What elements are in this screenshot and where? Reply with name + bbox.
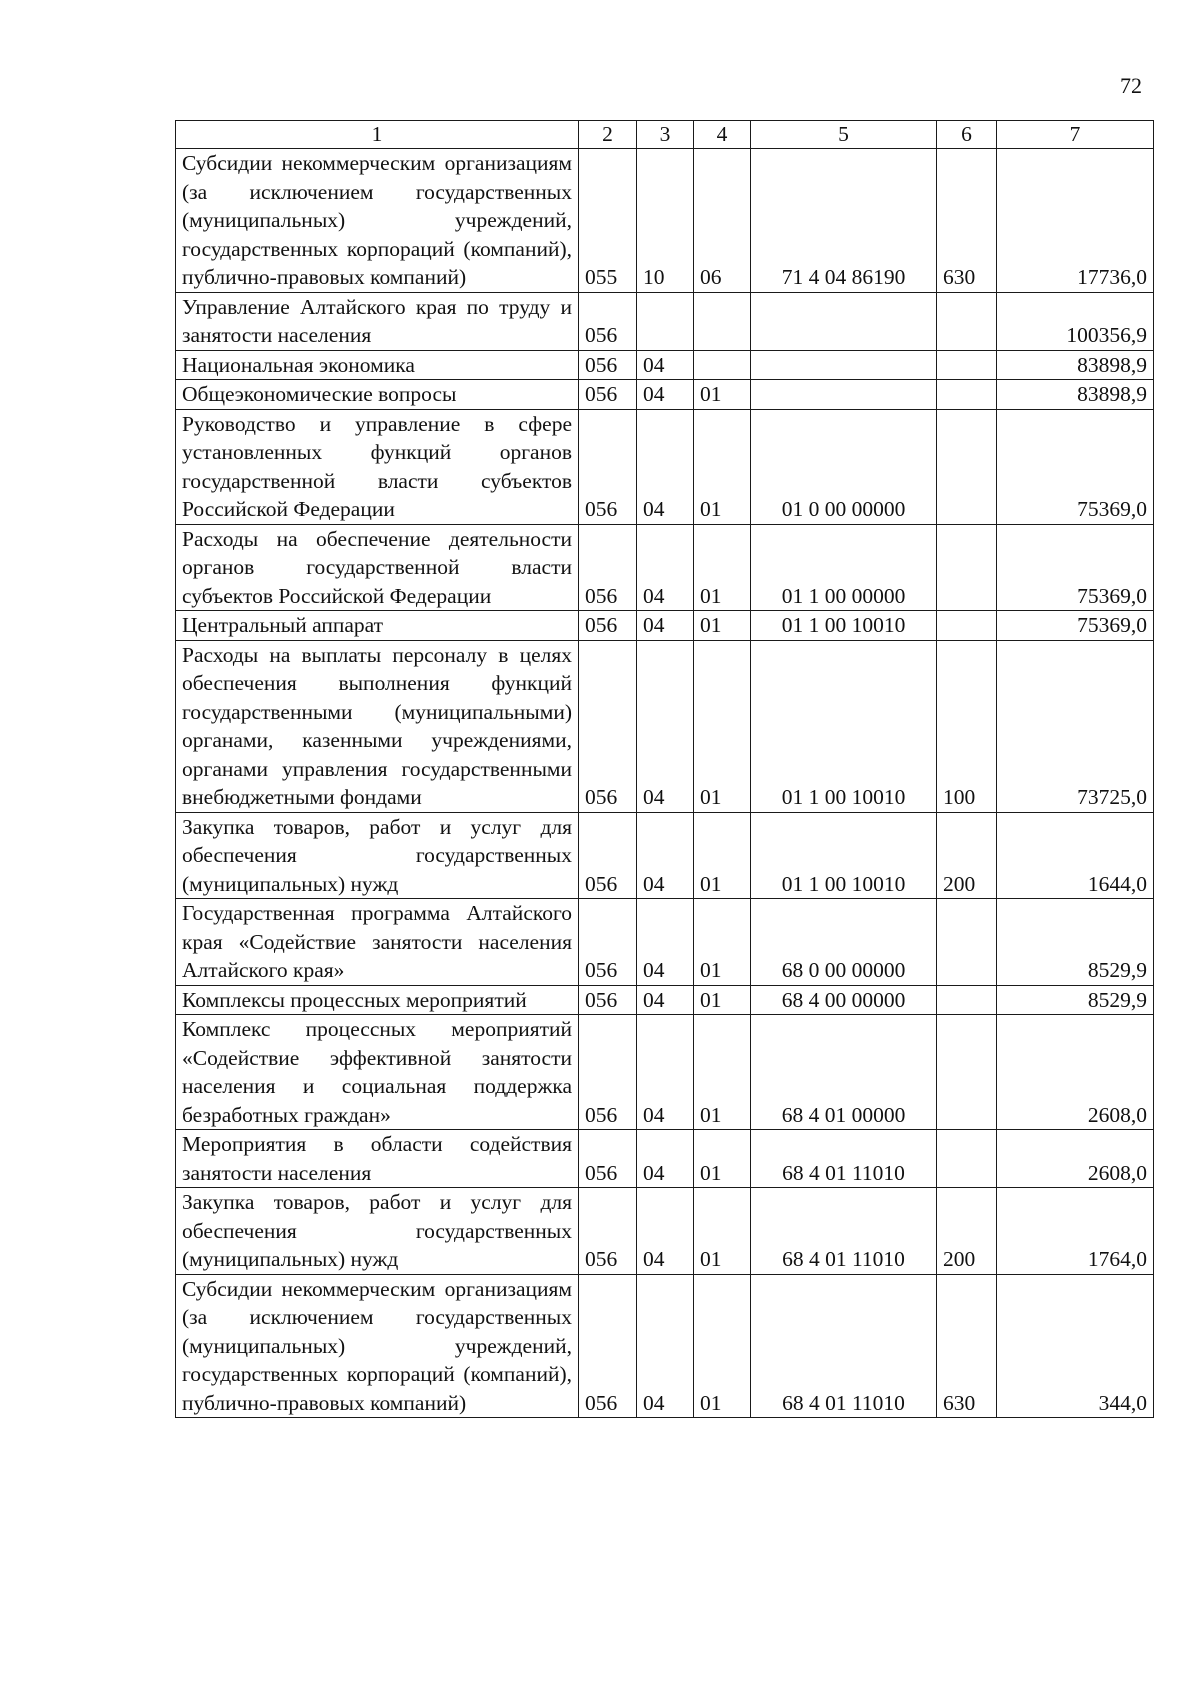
row-name-cell: Национальная экономика — [176, 350, 579, 380]
amount-cell: 8529,9 — [997, 985, 1154, 1015]
table-row — [176, 899, 1154, 986]
budget-table — [175, 120, 1154, 1418]
table-row — [176, 611, 1154, 641]
row-name-cell: Расходы на выплаты персоналу в целях обеспечения выполнения функций государственными (муниципальными) органами, казенными учреждениями, органами управления государственными внебюджетными фондами — [176, 640, 579, 812]
target-article-cell: 68 4 01 11010 — [751, 1130, 937, 1188]
header-col-4: 4 — [694, 121, 751, 149]
ministry-code-cell: 056 — [579, 812, 637, 899]
amount-cell: 100356,9 — [997, 292, 1154, 350]
amount-cell: 73725,0 — [997, 640, 1154, 812]
amount-cell: 75369,0 — [997, 409, 1154, 524]
row-name-cell: Руководство и управление в сфере установленных функций органов государственной власти субъектов Российской Федерации — [176, 409, 579, 524]
ministry-code-cell: 056 — [579, 899, 637, 986]
subsection-code-cell: 01 — [694, 611, 751, 641]
section-code-cell: 04 — [637, 524, 694, 611]
ministry-code-cell: 056 — [579, 350, 637, 380]
target-article-cell: 68 4 01 11010 — [751, 1274, 937, 1418]
amount-cell: 83898,9 — [997, 380, 1154, 410]
target-article-cell — [751, 350, 937, 380]
ministry-code-cell: 056 — [579, 611, 637, 641]
row-name-cell: Комплекс процессных мероприятий «Содействие эффективной занятости населения и социальная поддержка безработных граждан» — [176, 1015, 579, 1130]
subsection-code-cell — [694, 350, 751, 380]
subsection-code-cell: 01 — [694, 812, 751, 899]
table-row — [176, 1015, 1154, 1130]
expense-type-cell: 200 — [937, 812, 997, 899]
row-name-cell: Закупка товаров, работ и услуг для обеспечения государственных (муниципальных) нужд — [176, 1188, 579, 1275]
subsection-code-cell: 01 — [694, 1015, 751, 1130]
target-article-cell: 01 0 00 00000 — [751, 409, 937, 524]
expense-type-cell — [937, 524, 997, 611]
row-name-cell: Управление Алтайского края по труду и занятости населения — [176, 292, 579, 350]
row-name-cell: Мероприятия в области содействия занятости населения — [176, 1130, 579, 1188]
amount-cell: 83898,9 — [997, 350, 1154, 380]
subsection-code-cell: 01 — [694, 640, 751, 812]
target-article-cell — [751, 380, 937, 410]
section-code-cell: 04 — [637, 899, 694, 986]
expense-type-cell: 200 — [937, 1188, 997, 1275]
row-name-cell: Общеэкономические вопросы — [176, 380, 579, 410]
target-article-cell: 68 0 00 00000 — [751, 899, 937, 986]
amount-cell: 344,0 — [997, 1274, 1154, 1418]
ministry-code-cell: 056 — [579, 1188, 637, 1275]
table-row — [176, 812, 1154, 899]
amount-cell: 1644,0 — [997, 812, 1154, 899]
expense-type-cell — [937, 292, 997, 350]
table-row — [176, 380, 1154, 410]
target-article-cell: 71 4 04 86190 — [751, 149, 937, 293]
page-number: 72 — [1120, 73, 1142, 98]
table-row — [176, 1274, 1154, 1418]
section-code-cell — [637, 292, 694, 350]
target-article-cell: 01 1 00 00000 — [751, 524, 937, 611]
amount-cell: 17736,0 — [997, 149, 1154, 293]
expense-type-cell — [937, 380, 997, 410]
subsection-code-cell — [694, 292, 751, 350]
row-name-cell: Субсидии некоммерческим организациям (за исключением государственных (муниципальных) учреждений, государственных корпораций (компаний), публично-правовых компаний) — [176, 149, 579, 293]
subsection-code-cell: 01 — [694, 1274, 751, 1418]
row-name-cell: Комплексы процессных мероприятий — [176, 985, 579, 1015]
table-row — [176, 292, 1154, 350]
section-code-cell: 04 — [637, 350, 694, 380]
table-row — [176, 1130, 1154, 1188]
ministry-code-cell: 055 — [579, 149, 637, 293]
header-col-3: 3 — [637, 121, 694, 149]
expense-type-cell — [937, 350, 997, 380]
amount-cell: 8529,9 — [997, 899, 1154, 986]
target-article-cell: 01 1 00 10010 — [751, 640, 937, 812]
amount-cell: 75369,0 — [997, 611, 1154, 641]
row-name-cell: Закупка товаров, работ и услуг для обеспечения государственных (муниципальных) нужд — [176, 812, 579, 899]
ministry-code-cell: 056 — [579, 524, 637, 611]
subsection-code-cell: 01 — [694, 985, 751, 1015]
table-row — [176, 1188, 1154, 1275]
expense-type-cell — [937, 985, 997, 1015]
ministry-code-cell: 056 — [579, 985, 637, 1015]
subsection-code-cell: 01 — [694, 409, 751, 524]
table-header — [176, 121, 1154, 149]
table-row — [176, 409, 1154, 524]
section-code-cell: 04 — [637, 409, 694, 524]
ministry-code-cell: 056 — [579, 1015, 637, 1130]
subsection-code-cell: 01 — [694, 1188, 751, 1275]
row-name-cell: Центральный аппарат — [176, 611, 579, 641]
header-row — [176, 121, 1154, 149]
expense-type-cell — [937, 1015, 997, 1130]
row-name-cell: Государственная программа Алтайского края «Содействие занятости населения Алтайского края» — [176, 899, 579, 986]
subsection-code-cell: 01 — [694, 524, 751, 611]
subsection-code-cell: 01 — [694, 899, 751, 986]
header-col-1: 1 — [176, 121, 579, 149]
section-code-cell: 04 — [637, 812, 694, 899]
ministry-code-cell: 056 — [579, 1274, 637, 1418]
row-name-cell: Расходы на обеспечение деятельности органов государственной власти субъектов Российской Федерации — [176, 524, 579, 611]
header-col-6: 6 — [937, 121, 997, 149]
row-name-cell: Субсидии некоммерческим организациям (за исключением государственных (муниципальных) учреждений, государственных корпораций (компаний), публично-правовых компаний) — [176, 1274, 579, 1418]
table-row — [176, 524, 1154, 611]
expense-type-cell: 100 — [937, 640, 997, 812]
target-article-cell: 01 1 00 10010 — [751, 812, 937, 899]
amount-cell: 2608,0 — [997, 1015, 1154, 1130]
table-row — [176, 640, 1154, 812]
section-code-cell: 04 — [637, 380, 694, 410]
table-row — [176, 985, 1154, 1015]
ministry-code-cell: 056 — [579, 380, 637, 410]
section-code-cell: 04 — [637, 1188, 694, 1275]
expense-type-cell: 630 — [937, 149, 997, 293]
amount-cell: 75369,0 — [997, 524, 1154, 611]
subsection-code-cell: 01 — [694, 1130, 751, 1188]
ministry-code-cell: 056 — [579, 409, 637, 524]
ministry-code-cell: 056 — [579, 1130, 637, 1188]
section-code-cell: 04 — [637, 985, 694, 1015]
ministry-code-cell: 056 — [579, 292, 637, 350]
table-body — [176, 149, 1154, 1418]
target-article-cell — [751, 292, 937, 350]
table-row — [176, 149, 1154, 293]
header-col-5: 5 — [751, 121, 937, 149]
section-code-cell: 04 — [637, 1015, 694, 1130]
expense-type-cell — [937, 611, 997, 641]
section-code-cell: 04 — [637, 611, 694, 641]
target-article-cell: 68 4 01 00000 — [751, 1015, 937, 1130]
ministry-code-cell: 056 — [579, 640, 637, 812]
table-row — [176, 350, 1154, 380]
target-article-cell: 68 4 00 00000 — [751, 985, 937, 1015]
expense-type-cell: 630 — [937, 1274, 997, 1418]
section-code-cell: 10 — [637, 149, 694, 293]
amount-cell: 1764,0 — [997, 1188, 1154, 1275]
section-code-cell: 04 — [637, 1130, 694, 1188]
section-code-cell: 04 — [637, 640, 694, 812]
expense-type-cell — [937, 899, 997, 986]
subsection-code-cell: 01 — [694, 380, 751, 410]
header-col-2: 2 — [579, 121, 637, 149]
subsection-code-cell: 06 — [694, 149, 751, 293]
target-article-cell: 01 1 00 10010 — [751, 611, 937, 641]
expense-type-cell — [937, 409, 997, 524]
amount-cell: 2608,0 — [997, 1130, 1154, 1188]
section-code-cell: 04 — [637, 1274, 694, 1418]
target-article-cell: 68 4 01 11010 — [751, 1188, 937, 1275]
expense-type-cell — [937, 1130, 997, 1188]
header-col-7: 7 — [997, 121, 1154, 149]
